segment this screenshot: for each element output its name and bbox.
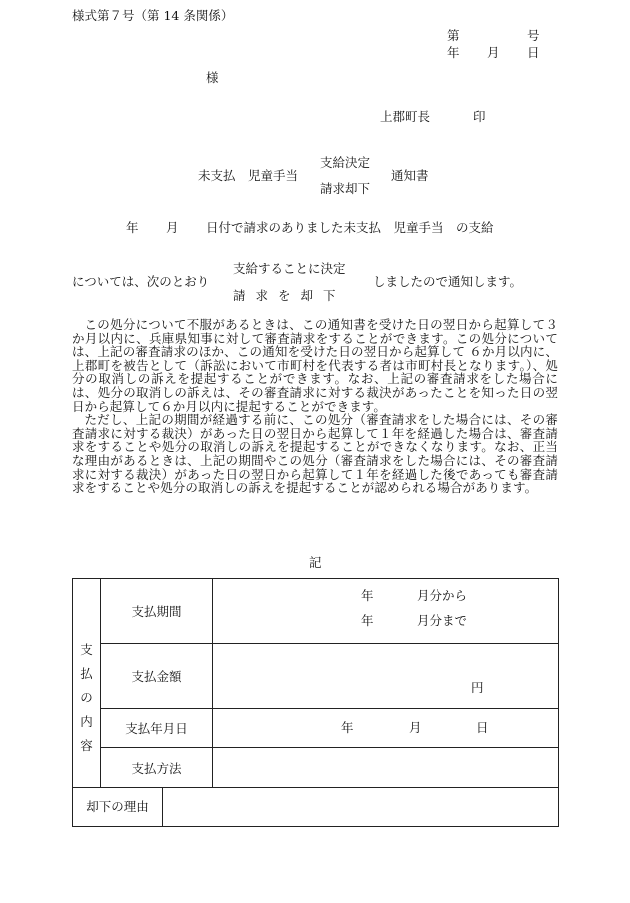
rejection-reason-table: [72, 787, 559, 827]
payment-period-label: 支払期間: [101, 579, 213, 644]
payment-date-day: 日: [476, 720, 489, 735]
decision-option-pay: 支給することに決定: [233, 261, 346, 276]
title-suffix: 通知書: [391, 168, 429, 183]
payment-date-field[interactable]: [213, 709, 559, 748]
addressee-suffix: 様: [206, 70, 219, 85]
request-year-label: 年: [126, 220, 139, 235]
ki-heading: 記: [309, 555, 322, 570]
group-char-5: 容: [80, 738, 93, 753]
payment-method-label: 支払方法: [101, 748, 213, 788]
decision-tail: しましたので通知します。: [373, 274, 523, 289]
group-char-2: 払: [80, 666, 93, 681]
payment-period-field[interactable]: [213, 579, 559, 644]
group-char-4: 内: [80, 714, 93, 729]
payment-date-month: 月: [409, 720, 422, 735]
date-year-label: 年: [447, 45, 460, 60]
date-day-label: 日: [527, 45, 540, 60]
payment-amount-label: 支払金額: [101, 644, 213, 709]
date-month-label: 月: [487, 45, 500, 60]
seal-mark: 印: [473, 109, 486, 124]
rejection-reason-label: 却下の理由: [73, 787, 163, 826]
payment-content-group-label: [73, 579, 101, 788]
deadline-paragraph: ただし、上記の期間が経過する前に、この処分（審査請求をした場合には、その審査請求に対する裁決）があった日の翌日から起算して１年を経過した場合は、審査請求をすることや処分の取消しの訴えを提起することができなくなります。なお、正当な理由があるときは、上記の期間やこの処分（審査請求をした場合には、その審査請求に対する裁決）があった日の翌日から起算して１年を経過した後であっても審査請求をすることや処分の取消しの訴えを提起することが認められる場合があります。: [72, 412, 558, 496]
payment-date-label: 支払年月日: [101, 709, 213, 748]
title-option-rejection: 請求却下: [320, 181, 371, 196]
method-row: [73, 748, 559, 788]
title-option-payment: 支給決定: [320, 155, 371, 170]
payment-details-table: [72, 578, 559, 788]
period-row: [73, 579, 559, 644]
group-char-3: の: [80, 690, 93, 705]
group-char-1: 支: [80, 642, 93, 657]
period-from-year: 年: [361, 588, 374, 603]
notice-body: [72, 318, 558, 495]
decision-option-reject: 請求を却下: [233, 288, 346, 303]
payment-amount-field[interactable]: [213, 644, 559, 709]
request-month-label: 月: [166, 220, 179, 235]
issuer-name: 上郡町長: [380, 109, 431, 124]
rejection-reason-field[interactable]: [163, 787, 559, 826]
date-row: [73, 709, 559, 748]
period-to-year: 年: [361, 613, 374, 628]
form-number: 様式第７号（第 14 条関係）: [72, 8, 234, 23]
document-number-prefix: 第: [447, 28, 460, 43]
period-to-month: 月分まで: [417, 613, 468, 628]
amount-unit: 円: [471, 680, 484, 695]
appeal-paragraph: この処分について不服があるときは、この通知書を受けた日の翌日から起算して３か月以内に、兵庫県知事に対して審査請求をすることができます。この処分については、上記の審査請求のほか、この通知を受けた日の翌日から起算して ６か月以内に、上郡町を被告として（訴訟において市町村を代表する者は市町村長となります。）、処分の取消しの訴えを提起することができます。なお、上記の審査請求をした場合には、処分の取消しの訴えは、その審査請求に対する裁決があったことを知った日の翌日から起算して６か月以内に提起することができます。: [72, 317, 558, 414]
decision-lead: については、次のとおり: [72, 274, 210, 289]
amount-row: [73, 644, 559, 709]
period-from-month: 月分から: [417, 588, 468, 603]
payment-method-field[interactable]: [213, 748, 559, 788]
payment-date-year: 年: [341, 720, 354, 735]
document-number-suffix: 号: [527, 28, 540, 43]
request-text: 日付で請求のありました未支払 児童手当 の支給: [206, 220, 494, 235]
title-prefix: 未支払 児童手当: [198, 168, 299, 183]
reason-row: [73, 787, 559, 826]
